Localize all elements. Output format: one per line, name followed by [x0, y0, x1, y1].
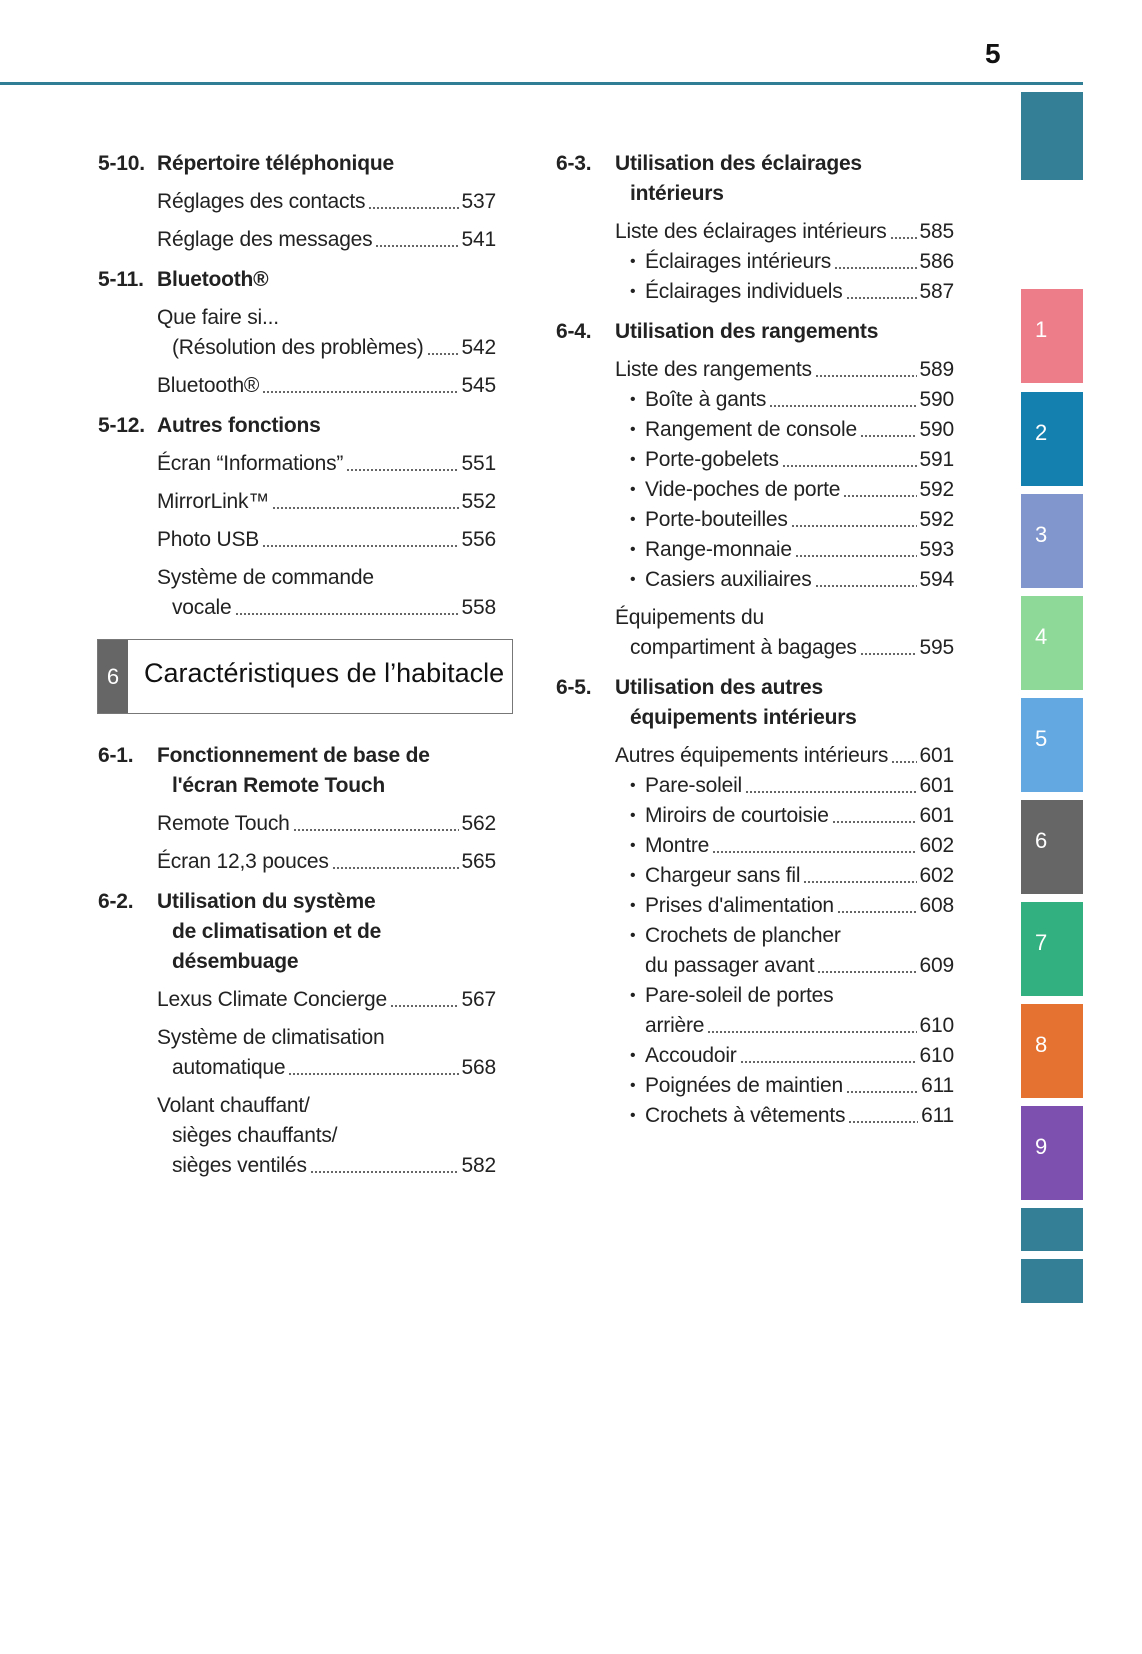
section-title: Utilisation du système: [157, 890, 376, 913]
side-tab-5[interactable]: [1021, 698, 1083, 792]
side-tab-blank: [1021, 1259, 1083, 1303]
entry-page: 545: [461, 374, 496, 397]
entry-text: • Boîte à gants: [645, 388, 767, 411]
toc-entry[interactable]: [615, 218, 954, 246]
entry-page: 602: [919, 864, 954, 887]
toc-entry[interactable]: [172, 594, 496, 622]
section-title-cont: de climatisation et de: [172, 920, 382, 943]
tab-label: 1: [1035, 317, 1048, 342]
entry-page: 586: [919, 250, 954, 273]
toc-entry[interactable]: [157, 986, 496, 1014]
entry-text: automatique: [172, 1056, 286, 1079]
toc-subentry[interactable]: [645, 832, 954, 860]
tab-label: 6: [1035, 828, 1048, 853]
entry-text: sièges ventilés: [172, 1154, 307, 1177]
toc-entry[interactable]: [630, 634, 954, 662]
side-tab-4[interactable]: [1021, 596, 1083, 690]
tab-label: 8: [1035, 1032, 1048, 1057]
toc-subentry[interactable]: [645, 446, 954, 474]
entry-text: • Pare-soleil: [645, 774, 743, 797]
toc-subentry[interactable]: [645, 386, 954, 414]
entry-page: 592: [919, 478, 954, 501]
side-tab-3[interactable]: [1021, 494, 1083, 588]
toc-subentry[interactable]: [645, 862, 954, 890]
entry-page: 551: [461, 452, 496, 475]
entry-page: 565: [461, 850, 496, 873]
tab-label: 5: [1035, 726, 1048, 751]
entry-text: • Éclairages individuels: [645, 280, 843, 303]
toc-subentry[interactable]: [645, 892, 954, 920]
toc-entry[interactable]: [157, 372, 496, 400]
entry-text: • Chargeur sans fil: [645, 864, 801, 887]
chapter-title: Caractéristiques de l’habitacle: [144, 658, 505, 688]
toc-subentry[interactable]: • Crochets de plancher: [645, 922, 841, 950]
entry-page: 611: [921, 1074, 954, 1097]
entry-page: 601: [919, 804, 954, 827]
toc-subentry[interactable]: [645, 278, 954, 306]
entry-page: 537: [461, 190, 496, 213]
toc-subentry[interactable]: [645, 772, 954, 800]
entry-page: 558: [461, 596, 496, 619]
side-tab-blank: [1021, 1208, 1083, 1251]
header-rule: [0, 82, 1083, 85]
tab-label: 2: [1035, 420, 1048, 445]
entry-text: Photo USB: [157, 528, 260, 551]
toc-subentry[interactable]: [645, 1042, 954, 1070]
entry-page: 542: [461, 336, 496, 359]
entry-text: • Crochets à vêtements: [645, 1104, 846, 1127]
entry-text: Réglage des messages: [157, 228, 373, 251]
entry-text: Liste des rangements: [615, 358, 812, 381]
entry-text[interactable]: Équipements du: [615, 606, 764, 629]
entry-text: • Miroirs de courtoisie: [645, 804, 829, 827]
page-number: 5: [985, 38, 1001, 69]
section-number: 6-3.: [556, 152, 592, 175]
entry-page: 608: [919, 894, 954, 917]
section-number: 5-12.: [98, 414, 145, 437]
chapter-heading: [97, 639, 513, 714]
entry-text: arrière: [645, 1014, 705, 1037]
entry-text: • Porte-gobelets: [645, 448, 779, 471]
side-tab-blank: [1021, 92, 1083, 180]
toc-subentry[interactable]: [645, 248, 954, 276]
entry-text: du passager avant: [645, 954, 815, 977]
entry-page: 568: [461, 1056, 496, 1079]
entry-text: Remote Touch: [157, 812, 290, 835]
toc-entry[interactable]: [157, 450, 496, 478]
entry-page: 601: [919, 744, 954, 767]
entry-page: 591: [919, 448, 954, 471]
entry-text: Écran 12,3 pouces: [157, 850, 329, 873]
entry-text: Autres équipements intérieurs: [615, 744, 889, 767]
entry-text: • Range-monnaie: [645, 538, 792, 561]
toc-entry[interactable]: [157, 188, 496, 216]
section-number: 5-11.: [98, 268, 144, 291]
entry-text: Écran “Informations”: [157, 452, 344, 475]
toc-entry[interactable]: [615, 742, 954, 770]
toc-subentry[interactable]: [645, 416, 954, 444]
entry-text: compartiment à bagages: [630, 636, 857, 659]
section-title: Bluetooth®: [157, 268, 269, 291]
toc-subentry[interactable]: [645, 952, 954, 980]
entry-text: • Porte-bouteilles: [645, 508, 788, 531]
side-tab-6[interactable]: [1021, 800, 1083, 894]
entry-text: • Rangement de console: [645, 418, 857, 441]
entry-page: 611: [921, 1104, 954, 1127]
toc-entry[interactable]: [615, 356, 954, 384]
entry-text: MirrorLink™: [157, 490, 270, 513]
entry-text: • Accoudoir: [645, 1044, 737, 1067]
entry-page: 590: [919, 418, 954, 441]
section-title-cont: l'écran Remote Touch: [172, 774, 385, 797]
entry-text: Réglages des contacts: [157, 190, 366, 213]
entry-page: 589: [919, 358, 954, 381]
entry-text: • Vide-poches de porte: [645, 478, 841, 501]
toc-subentry[interactable]: [645, 506, 954, 534]
toc-entry[interactable]: [157, 526, 496, 554]
side-tab-8[interactable]: [1021, 1004, 1083, 1098]
entry-page: 602: [919, 834, 954, 857]
entry-text: Bluetooth®: [157, 374, 260, 397]
section-title-cont: désembuage: [172, 950, 299, 973]
entry-text: • Poignées de maintien: [645, 1074, 843, 1097]
entry-page: 609: [919, 954, 954, 977]
side-tab-7[interactable]: [1021, 902, 1083, 996]
section-number: 6-4.: [556, 320, 592, 343]
toc-entry[interactable]: [157, 810, 496, 838]
entry-text: • Prises d'alimentation: [645, 894, 834, 917]
section-title: Fonctionnement de base de: [157, 744, 430, 767]
section-title-cont: intérieurs: [630, 182, 724, 205]
entry-text[interactable]: Système de commande: [157, 566, 374, 589]
toc-subentry[interactable]: [645, 566, 954, 594]
section-title-cont: équipements intérieurs: [630, 706, 857, 729]
section-title: Répertoire téléphonique: [157, 152, 394, 175]
entry-text: • Éclairages intérieurs: [645, 250, 832, 273]
entry-text[interactable]: sièges chauffants/: [172, 1124, 338, 1147]
section-number: 6-2.: [98, 890, 134, 913]
side-tab-9[interactable]: [1021, 1106, 1083, 1200]
toc-entry[interactable]: [172, 334, 496, 362]
entry-page: 587: [919, 280, 954, 303]
toc-subentry[interactable]: [645, 1072, 954, 1100]
side-tab-2[interactable]: [1021, 392, 1083, 486]
entry-page: 601: [919, 774, 954, 797]
toc-entry[interactable]: [172, 1152, 496, 1180]
entry-text: (Résolution des problèmes): [172, 336, 424, 359]
entry-text[interactable]: Système de climatisation: [157, 1026, 385, 1049]
entry-text[interactable]: Volant chauffant/: [157, 1094, 310, 1117]
toc-subentry[interactable]: [645, 1102, 954, 1130]
toc-entry[interactable]: [157, 488, 496, 516]
section-title: Utilisation des autres: [615, 676, 823, 699]
section-number: 6-5.: [556, 676, 592, 699]
entry-text: • Montre: [645, 834, 710, 857]
tab-label: 4: [1035, 624, 1048, 649]
entry-page: 610: [919, 1044, 954, 1067]
entry-page: 610: [919, 1014, 954, 1037]
toc-entry[interactable]: [172, 1054, 496, 1082]
toc-entry[interactable]: [157, 848, 496, 876]
entry-page: 594: [919, 568, 954, 591]
toc-entry[interactable]: [157, 226, 496, 254]
entry-text[interactable]: Que faire si...: [157, 306, 279, 329]
entry-text: • Casiers auxiliaires: [645, 568, 812, 591]
tab-label: 7: [1035, 930, 1048, 955]
tab-label: 9: [1035, 1134, 1048, 1159]
section-title: Utilisation des éclairages: [615, 152, 862, 175]
toc-subentry[interactable]: [645, 1012, 954, 1040]
toc-subentry[interactable]: [645, 802, 954, 830]
section-number: 5-10.: [98, 152, 145, 175]
entry-page: 562: [461, 812, 496, 835]
entry-page: 582: [461, 1154, 496, 1177]
entry-page: 552: [461, 490, 496, 513]
entry-page: 585: [919, 220, 954, 243]
entry-page: 590: [919, 388, 954, 411]
entry-text: Lexus Climate Concierge: [157, 988, 388, 1011]
toc-subentry[interactable]: • Pare-soleil de portes: [645, 982, 833, 1010]
toc-subentry[interactable]: [645, 476, 954, 504]
entry-page: 541: [461, 228, 496, 251]
section-number: 6-1.: [98, 744, 134, 767]
entry-page: 556: [461, 528, 496, 551]
entry-page: 595: [919, 636, 954, 659]
section-title: Autres fonctions: [157, 414, 321, 437]
entry-page: 593: [919, 538, 954, 561]
chapter-number: 6: [98, 640, 128, 713]
entry-text: vocale: [172, 596, 232, 619]
entry-text: Liste des éclairages intérieurs: [615, 220, 887, 243]
section-title: Utilisation des rangements: [615, 320, 879, 343]
entry-page: 567: [461, 988, 496, 1011]
tab-label: 3: [1035, 522, 1048, 547]
toc-subentry[interactable]: [645, 536, 954, 564]
entry-page: 592: [919, 508, 954, 531]
side-tab-1[interactable]: [1021, 289, 1083, 383]
